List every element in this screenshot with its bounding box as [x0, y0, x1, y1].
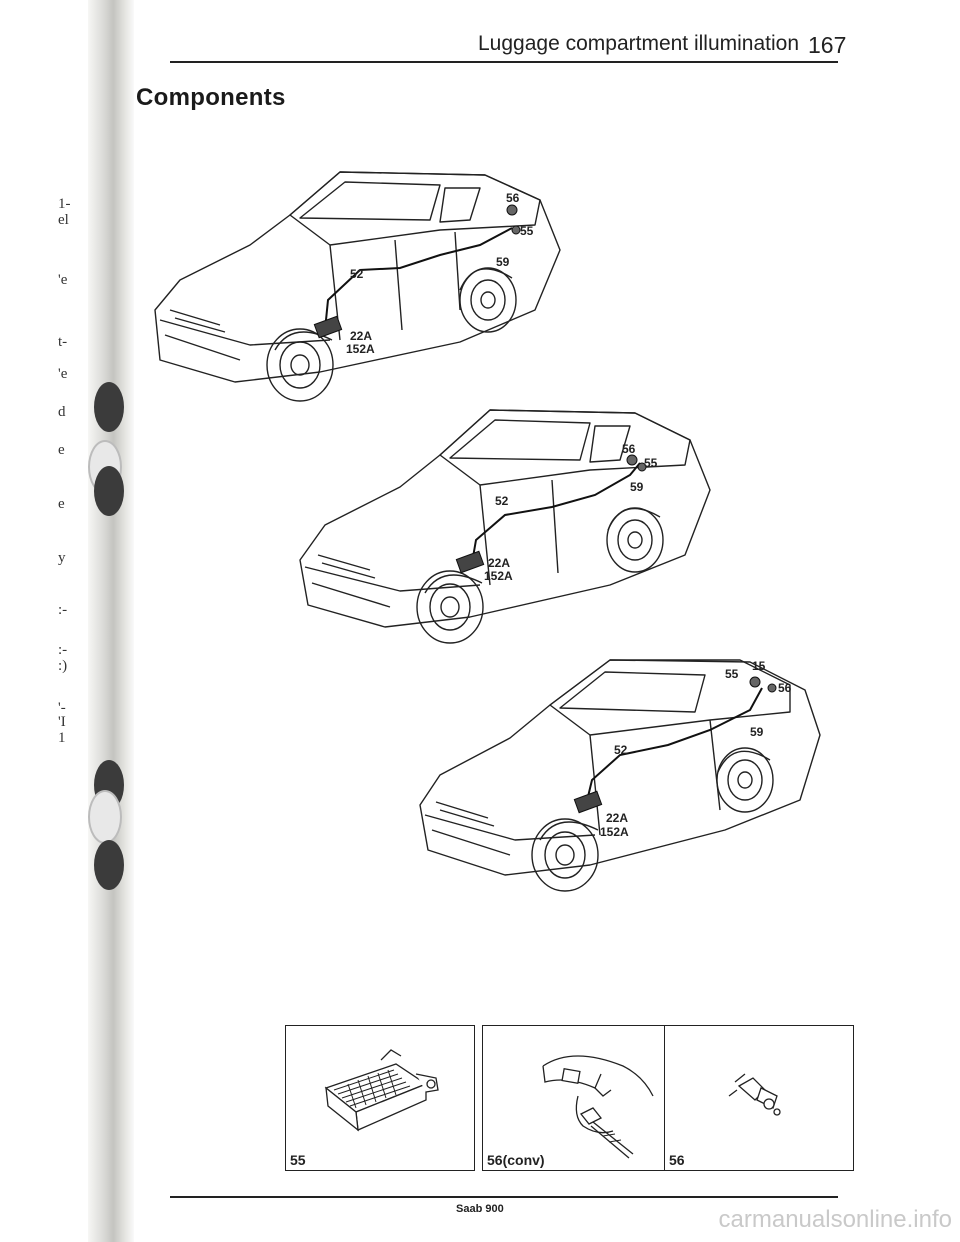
callout-label: 59 — [750, 725, 764, 739]
margin-fragment: :) — [58, 658, 68, 674]
callout-label: 15 — [752, 659, 766, 673]
margin-fragment: '- — [58, 700, 66, 716]
footer-text: Saab 900 — [456, 1203, 504, 1215]
callout-label: 59 — [630, 480, 644, 494]
margin-fragment: 'e — [58, 272, 68, 288]
binding-hole — [94, 840, 124, 890]
callout-label: 22A — [488, 556, 511, 570]
callout-label: 56 — [506, 191, 520, 205]
binding-hole — [94, 466, 124, 516]
header-rule — [170, 61, 838, 63]
watermark-text: carmanualsonline.info — [718, 1206, 952, 1233]
callout-label: 22A — [350, 329, 373, 343]
detail-box-conv-switch — [482, 1025, 672, 1171]
detail-box-switch — [664, 1025, 854, 1171]
callout-label: 56 — [622, 442, 636, 456]
margin-fragment: t- — [58, 334, 68, 350]
callout-label: 22A — [606, 811, 629, 825]
margin-fragment: 'I — [58, 714, 66, 730]
binding-hole — [94, 382, 124, 432]
footer-rule — [170, 1196, 838, 1198]
page-binding-edge — [88, 0, 134, 1242]
car-diagram-saloon-4-door — [140, 160, 580, 410]
margin-fragment: y — [58, 550, 66, 566]
margin-fragment: 1 — [58, 730, 66, 746]
lamp-unit-icon — [286, 1026, 474, 1170]
margin-fragment: :- — [58, 602, 68, 618]
callout-label: 52 — [350, 267, 364, 281]
switch-wiring-icon — [483, 1026, 671, 1170]
margin-fragment: e — [58, 496, 65, 512]
callout-label: 152A — [600, 825, 629, 839]
margin-fragment: e — [58, 442, 65, 458]
page-number: 167 — [808, 32, 847, 58]
margin-fragment: 'e — [58, 366, 68, 382]
callout-label: 55 — [644, 456, 658, 470]
detail-box-label: 55 — [290, 1152, 306, 1168]
page-header-title: Luggage compartment illumination — [478, 32, 800, 55]
margin-fragment: d — [58, 404, 66, 420]
margin-fragment: 1- — [58, 196, 71, 212]
section-title: Components — [136, 84, 286, 111]
callout-label: 152A — [346, 342, 375, 356]
callout-label: 52 — [614, 743, 628, 757]
car-diagram-convertible — [410, 650, 840, 900]
margin-fragment: :- — [58, 642, 68, 658]
callout-label: 152A — [484, 569, 513, 583]
detail-box-label: 56(conv) — [487, 1152, 545, 1168]
detail-box-lamp — [285, 1025, 475, 1171]
door-switch-icon — [665, 1026, 853, 1170]
callout-label: 55 — [520, 224, 534, 238]
binding-hole — [88, 790, 122, 844]
callout-label: 56 — [778, 681, 792, 695]
detail-box-label: 56 — [669, 1152, 685, 1168]
car-diagram-saloon-2-door — [290, 395, 730, 655]
callout-label: 52 — [495, 494, 509, 508]
callout-label: 59 — [496, 255, 510, 269]
margin-fragment: el — [58, 212, 69, 228]
callout-label: 55 — [725, 667, 739, 681]
